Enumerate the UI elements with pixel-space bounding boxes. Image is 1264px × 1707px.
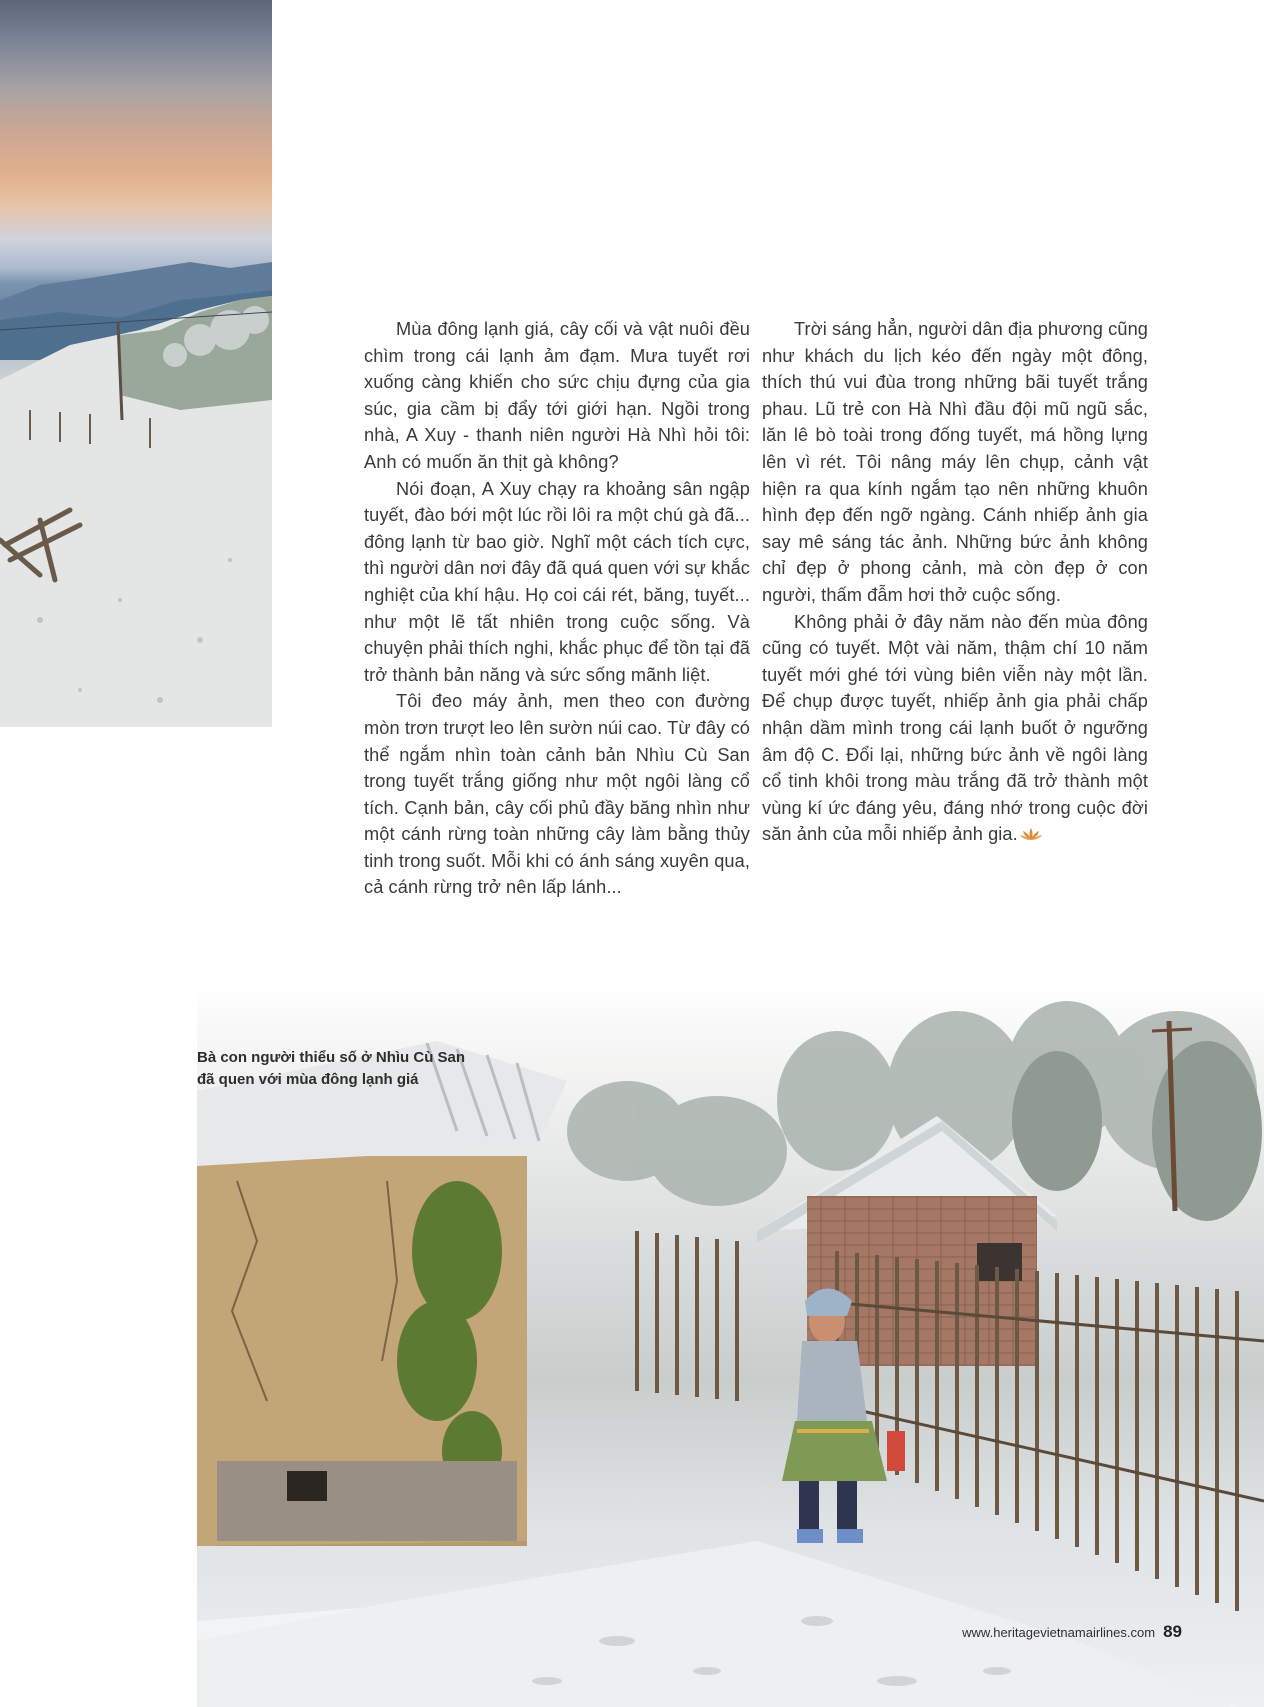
photo-caption	[197, 1047, 497, 1091]
paragraph: Nói đoạn, A Xuy chạy ra khoảng sân ngập tuyết, đào bới một lúc rồi lôi ra một chú gà đã... đông lạnh từ bao giờ. Nghĩ một cách tích cực, thì người dân nơi đây đã quá quen với sự khắc nghiệt của khí hậu. Họ coi cái rét, băng, tuyết... như một lẽ tất nhiên trong cuộc sống. Và chuyện phải thích nghi, khắc phục để tồn tại đã trở thành bản năng và sức sống mãnh liệt.	[364, 478, 750, 685]
snow-landscape-photo	[0, 0, 272, 727]
website-url: www.heritagevietnamairlines.com	[962, 1625, 1156, 1640]
paragraph: Tôi đeo máy ảnh, men theo con đường mòn trơn trượt leo lên sườn núi cao. Từ đây có thể ngắm nhìn toàn cảnh bản Nhìu Cù San trong tuyết trắng giống như một ngôi làng cổ tích. Cạnh bản, cây cối phủ đầy băng nhìn như một cánh rừng toàn những cây làm bằng thủy tinh trong suốt. Mỗi khi có ánh sáng xuyên qua, cả cánh rừng trở nên lấp lánh...	[364, 691, 750, 898]
page-number: 89	[1163, 1622, 1182, 1641]
paragraph	[762, 609, 1148, 848]
page-footer	[962, 1622, 1182, 1642]
lotus-icon	[1020, 827, 1042, 841]
paragraph-text: Không phải ở đây năm nào đến mùa đông cũng có tuyết. Một vài năm, thậm chí 10 năm tuyết mới ghé tới vùng biên viễn này một lần. Để chụp được tuyết, nhiếp ảnh gia phải chấp nhận dầm mình trong cái lạnh buốt ở ngưỡng âm độ C. Đổi lại, những bức ảnh về ngôi làng cổ tinh khôi trong màu trắng đã trở thành một vùng kí ức đáng yêu, đáng nhớ trong cuộc đời săn ảnh của mỗi nhiếp ảnh gia.	[762, 611, 1148, 845]
article-column-left	[364, 316, 750, 901]
caption-line: Bà con người thiểu số ở Nhìu Cù San	[197, 1049, 466, 1066]
snow-landscape-illustration	[0, 0, 272, 727]
caption-line: đã quen với mùa đông lạnh giá	[197, 1071, 419, 1088]
paragraph: Trời sáng hẳn, người dân địa phương cũng như khách du lịch kéo đến ngày một đông, thích thú vui đùa trong những bãi tuyết trắng phau. Lũ trẻ con Hà Nhì đầu đội mũ ngũ sắc, lăn lê bò toài trong đống tuyết, má hồng lựng lên vì rét. Tôi nâng máy lên chụp, cảnh vật hiện ra qua kính ngắm tạo nên những khuôn hình đẹp đến ngỡ ngàng. Cánh nhiếp ảnh gia say mê sáng tác ảnh. Những bức ảnh không chỉ đẹp ở phong cảnh, mà còn đẹp ở con người, thấm đẫm hơi thở cuộc sống.	[762, 319, 1148, 605]
article-column-right	[762, 316, 1148, 848]
paragraph: Mùa đông lạnh giá, cây cối và vật nuôi đều chìm trong cái lạnh ảm đạm. Mưa tuyết rơi xuống càng khiến cho sức chịu đựng của gia súc, gia cầm bị đẩy tới giới hạn. Ngồi trong nhà, A Xuy - thanh niên người Hà Nhì hỏi tôi: Anh có muốn ăn thịt gà không?	[364, 319, 750, 472]
